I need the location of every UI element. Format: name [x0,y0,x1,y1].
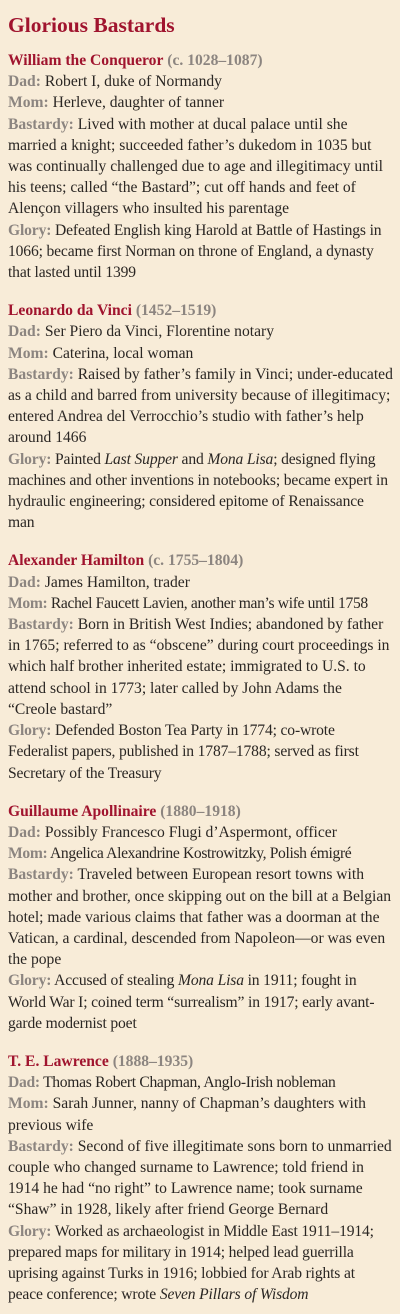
glory-text: Accused of stealing [54,972,179,990]
bastardy-text: Lived with mother at ducal palace until she married a knight; succeeded father’s dukedom in 1035 but was continually challenged due to age and illegitimacy until his teens; called “the Bastard”; cut off hands and feet of Alençon villagers who insulted his parentage [8,115,384,218]
bastardy-line [8,1136,393,1221]
bastardy-text: Second of five illegitimate sons born to unmarried couple who changed surname to Lawrence; told friend in 1914 he had “no right” to Lawrence name; took surname “Shaw” in 1928, likely after friend George Bernard [8,1137,392,1219]
panel-title: Glorious Bastards [8,13,175,37]
bastardy-label: Bastardy: [8,866,74,884]
mom-text: Sarah Junner, nanny of Chapman’s daughters with previous wife [8,1095,366,1134]
mom-line [8,843,393,864]
glory-text: Worked as archaeologist in Middle East 1911–1914; prepared maps for military in 1914; helped lead guerrilla uprising against Turks in 1916; lobbied for Arab rights at peace conference; wrote [8,1222,374,1304]
entry-name: T. E. Lawrence [8,1052,109,1070]
entry-alexander-hamilton [8,550,393,783]
mom-text: Rachel Faucett Lavien, another man’s wife until 1758 [50,594,368,612]
dad-label: Dad: [8,1074,40,1092]
dad-label: Dad: [8,323,41,341]
mom-label: Mom: [8,845,48,863]
bastardy-line [8,614,393,720]
bastardy-text: Born in British West Indies; abandoned by father in 1765; referred to as “obscene” during court proceedings in which half brother inherited estate; immigrated to U.S. to attend school in 1773; later called by John Adams the “Creole bastard” [8,616,390,718]
glory-title-italic: Mona Lisa [178,972,244,990]
glory-label: Glory: [8,450,52,468]
dad-label: Dad: [8,73,41,91]
entry-name: William the Conqueror [8,52,164,69]
entry-heading [8,550,393,571]
bastardy-text: Traveled between European resort towns with mother and brother, once skipping out on the bill at a Belgian hotel; made various claims that father was a doorman at the Vatican, a cardinal, descended from Napoleon—or was even the pope [8,866,392,969]
glory-line [8,970,393,1034]
entry-t-e-lawrence [8,1051,393,1305]
glory-line [8,1221,393,1306]
glory-label: Glory: [8,972,52,990]
entry-william-the-conqueror [8,50,393,283]
glory-label: Glory: [8,1222,52,1240]
mom-label: Mom: [8,594,48,612]
glory-text: in 1911; fought in World War I; coined term “surrealism” in 1917; early avant-garde modernist poet [8,972,375,1032]
entry-heading [8,801,393,822]
entry-dates: (c. 1028–1087) [167,52,263,69]
mom-line [8,343,393,364]
glory-line [8,449,393,534]
entry-heading [8,50,393,71]
entry-name: Leonardo da Vinci [8,302,132,320]
dad-text: James Hamilton, trader [44,573,190,591]
dad-label: Dad: [8,823,41,841]
glory-text: Defended Boston Tea Party in 1774; co-wrote Federalist papers, published in 1787–1788; served as first Secretary of the Treasury [8,722,359,782]
mom-label: Mom: [8,344,49,362]
glory-line [8,220,393,284]
dad-line [8,1072,393,1093]
entry-heading [8,300,393,321]
mom-label: Mom: [8,94,49,112]
mom-line [8,593,393,614]
glory-text: ; designed flying machines and other inventions in notebooks; became expert in hydraulic engineering; considered epitome of Renaissance man [8,450,388,532]
glory-line [8,720,393,784]
dad-text: Robert I, duke of Normandy [44,73,222,91]
glory-title-italic: Mona Lisa [207,450,274,468]
bastardy-line [8,114,393,220]
dad-text: Thomas Robert Chapman, Anglo-Irish nobleman [43,1074,336,1092]
dad-text: Possibly Francesco Flugi d’Aspermont, officer [44,823,337,841]
entry-name: Alexander Hamilton [8,552,145,570]
dad-line [8,321,393,342]
entry-dates: (c. 1755–1804) [148,552,244,570]
mom-line [8,1093,393,1135]
glory-title-italic: Seven Pillars of Wisdom [159,1286,309,1304]
glory-title-italic: Last Supper [104,450,178,468]
dad-line [8,822,393,843]
bastardy-line [8,364,393,449]
mom-text: Angelica Alexandrine Kostrowitzky, Polish émigré [50,845,352,863]
entry-heading [8,1051,393,1072]
mom-line [8,92,393,113]
glory-text: Painted [55,450,105,468]
bastardy-line [8,864,393,970]
bastardy-label: Bastardy: [8,1137,74,1155]
entry-dates: (1888–1935) [112,1052,194,1070]
glory-label: Glory: [8,221,52,239]
dad-line [8,71,393,92]
entry-leonardo-da-vinci [8,300,393,533]
bastardy-text: Raised by father’s family in Vinci; under-educated as a child and barred from university because of illegitimacy; entered Andrea del Verrocchio’s studio with father’s help around 1466 [8,365,393,447]
glory-text: and [177,450,208,468]
mom-text: Herleve, daughter of tanner [52,94,225,112]
dad-label: Dad: [8,573,41,591]
bastardy-label: Bastardy: [8,616,74,634]
mom-label: Mom: [8,1095,49,1113]
dad-line [8,572,393,593]
glory-label: Glory: [8,722,52,740]
entry-dates: (1452–1519) [135,302,217,320]
glory-text: Defeated English king Harold at Battle of Hastings in 1066; became first Norman on throne of England, a dynasty that lasted until 1399 [8,221,382,282]
mom-text: Caterina, local woman [52,344,194,362]
entry-name: Guillaume Apollinaire [8,802,157,820]
bastardy-label: Bastardy: [8,115,74,133]
entry-dates: (1880–1918) [160,802,241,820]
entry-guillaume-apollinaire [8,801,393,1034]
dad-text: Ser Piero da Vinci, Florentine notary [44,323,275,341]
bastardy-label: Bastardy: [8,365,74,383]
